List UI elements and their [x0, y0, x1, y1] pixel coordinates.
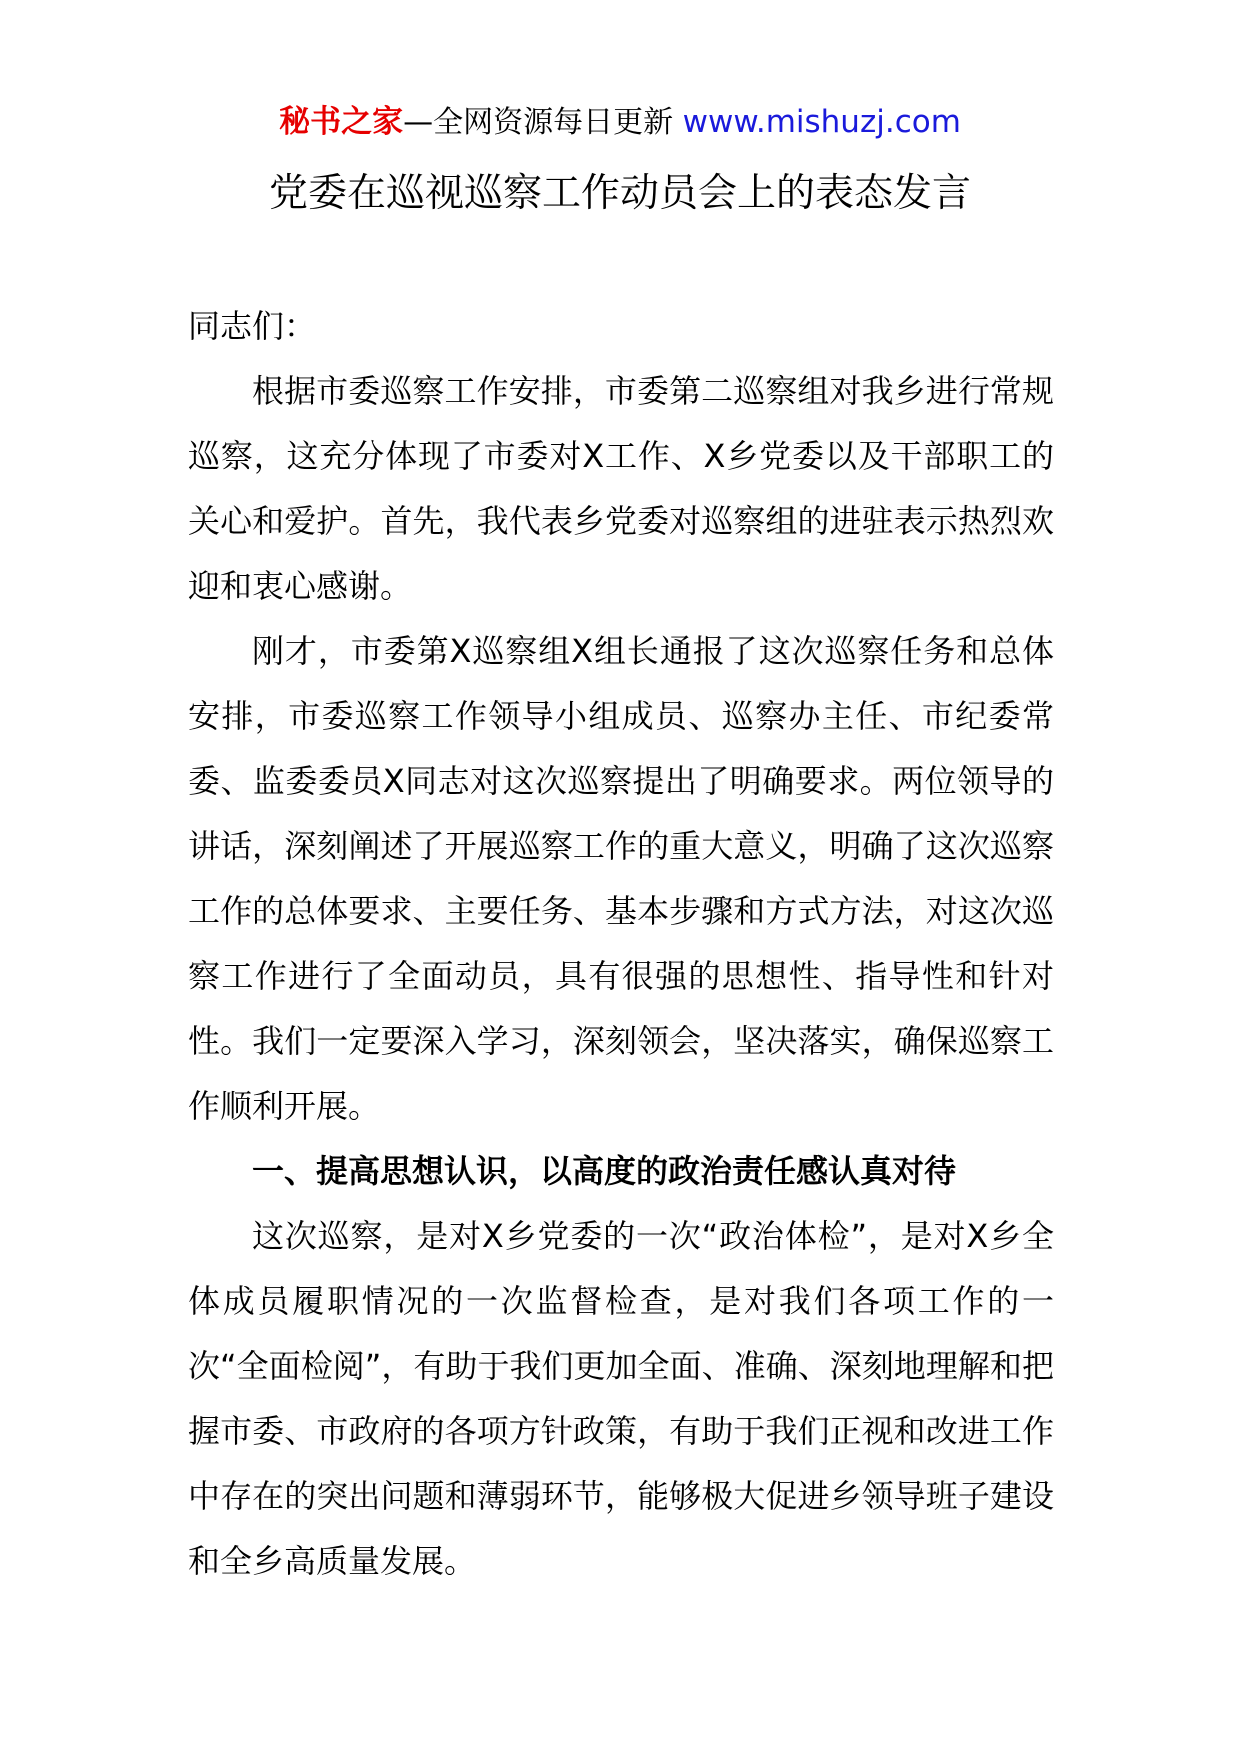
paragraph-2: 刚才，市委第X巡察组X组长通报了这次巡察任务和总体安排，市委巡察工作领导小组成员、巡察办主任、市纪委常委、监委委员X同志对这次巡察提出了明确要求。两位领导的讲话，深刻阐述了开展巡察工作的重大意义，明确了这次巡察工作的总体要求、主要任务、基本步骤和方式方法，对这次巡察工作进行了全面动员，具有很强的思想性、指导性和针对性。我们一定要深入学习，深刻领会，坚决落实，确保巡察工作顺利开展。 [188, 632, 1054, 1125]
header-slogan: —全网资源每日更新 [403, 105, 683, 140]
section-heading: 一、提高思想认识，以高度的政治责任感认真对待 [252, 1152, 957, 1190]
document-body [188, 294, 1054, 1594]
document-title: 党委在巡视巡察工作动员会上的表态发言 [268, 171, 971, 216]
site-header [0, 100, 1240, 145]
section-paragraph: 这次巡察，是对X乡党委的一次“政治体检”，是对X乡全体成员履职情况的一次监督检查，是对我们各项工作的一次“全面检阅”，有助于我们更加全面、准确、深刻地理解和把握市委、市政府的各项方针政策，有助于我们正视和改进工作中存在的突出问题和薄弱环节，能够极大促进乡领导班子建设和全乡高质量发展。 [188, 1217, 1054, 1580]
salutation: 同志们： [188, 307, 317, 345]
site-url-link[interactable]: www.mishuzj.com [682, 104, 961, 140]
paragraph-1: 根据市委巡察工作安排，市委第二巡察组对我乡进行常规巡察，这充分体现了市委对X工作、X乡党委以及干部职工的关心和爱护。首先，我代表乡党委对巡察组的进驻表示热烈欢迎和衷心感谢。 [188, 372, 1054, 605]
brand-name: 秘书之家 [279, 104, 404, 140]
